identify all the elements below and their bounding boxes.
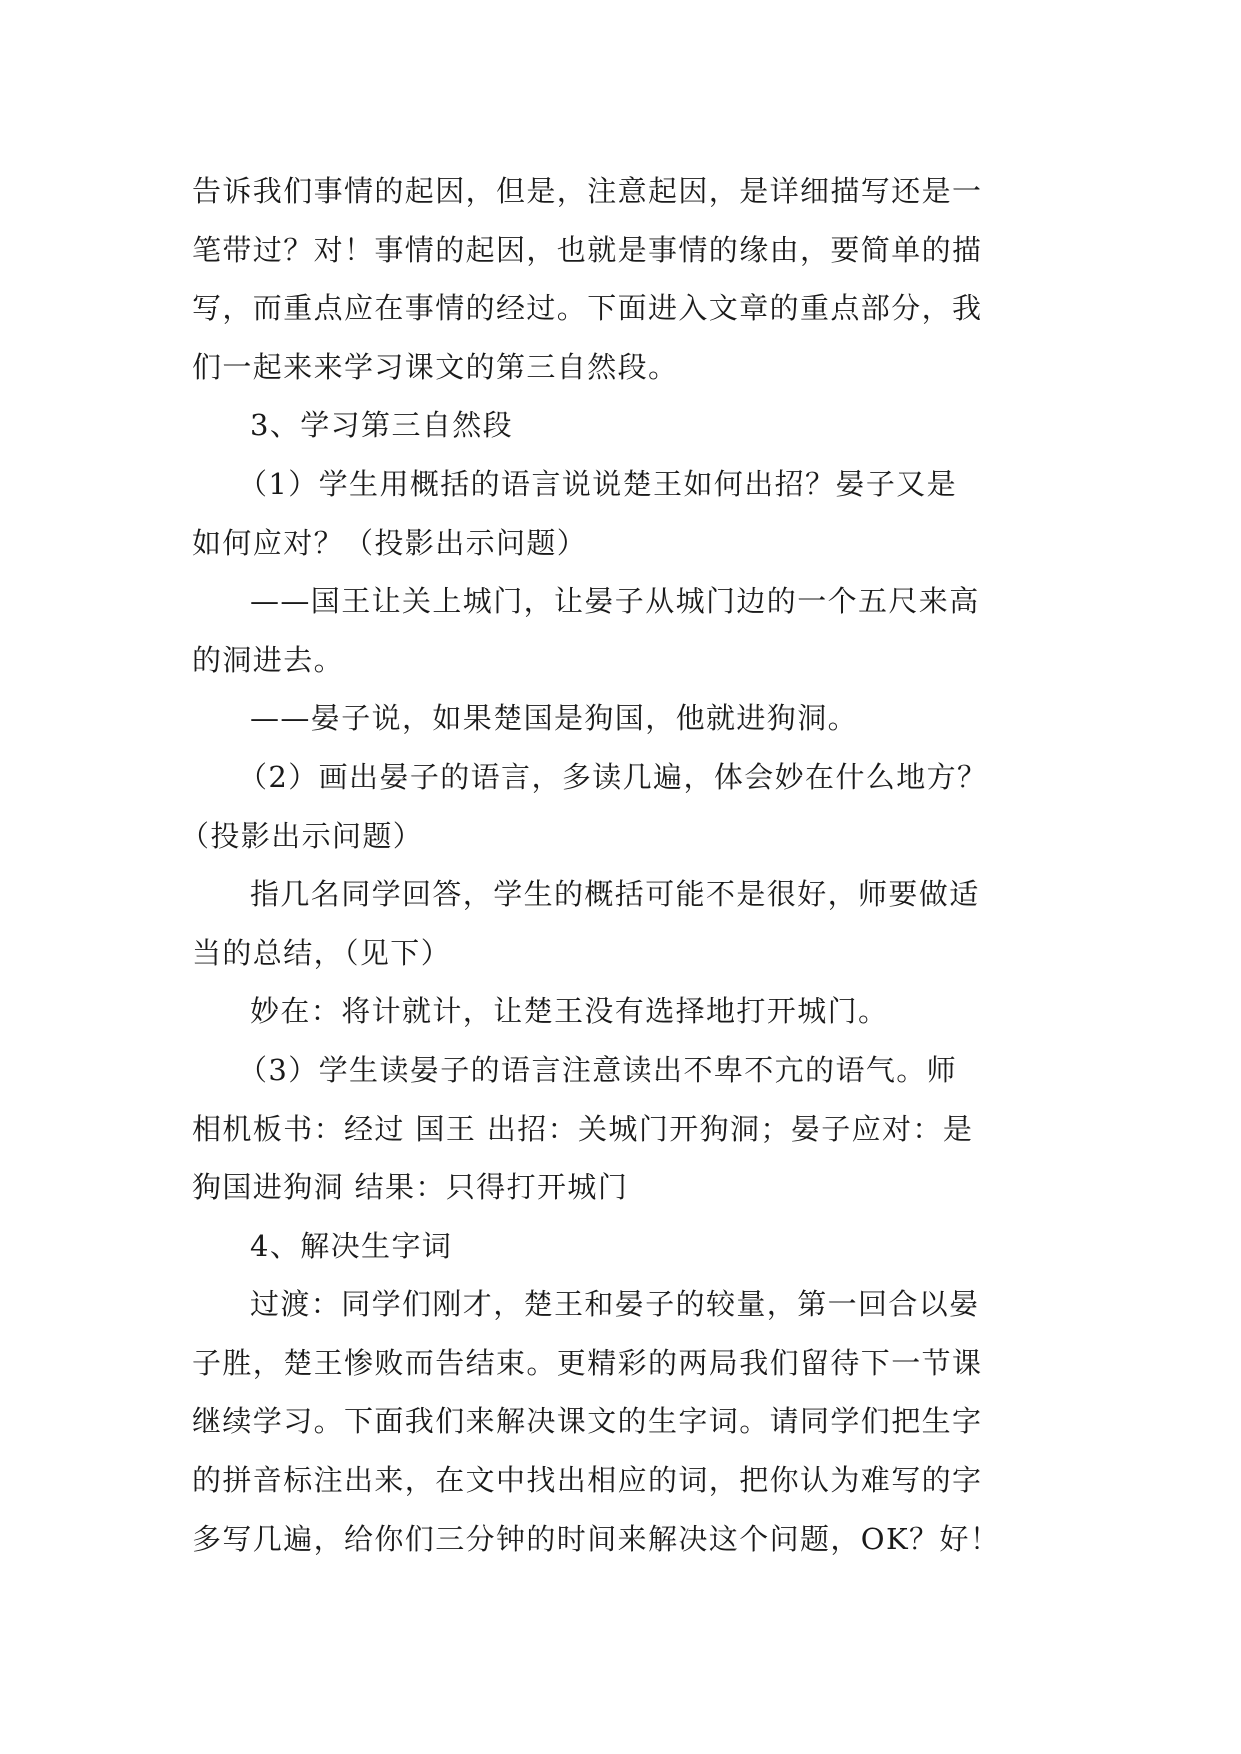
text-line: 的拼音标注出来，在文中找出相应的词，把你认为难写的字	[192, 1463, 983, 1498]
text-line: ——晏子说，如果楚国是狗国，他就进狗洞。	[250, 701, 859, 736]
text-line: 们一起来来学习课文的第三自然段。	[192, 349, 679, 384]
text-line: 继续学习。下面我们来解决课文的生字词。请同学们把生字	[192, 1404, 983, 1439]
text-line: 指几名同学回答，学生的概括可能不是很好，师要做适	[250, 877, 980, 912]
text-line: 狗国进狗洞 结果：只得打开城门	[192, 1170, 629, 1205]
text-line: 当的总结，（见下）	[192, 935, 452, 970]
text-line: 笔带过？对！事情的起因，也就是事情的缘由，要简单的描	[192, 232, 983, 267]
text-line: 过渡：同学们刚才，楚王和晏子的较量，第一回合以晏	[250, 1287, 980, 1322]
body-text	[180, 162, 1060, 1568]
text-line: 告诉我们事情的起因，但是，注意起因，是详细描写还是一	[192, 174, 983, 208]
text-line: （1）学生用概括的语言说说楚王如何出招？晏子又是	[238, 466, 958, 501]
text-line: 妙在：将计就计，让楚王没有选择地打开城门。	[250, 994, 889, 1029]
text-line: 相机板书：经过 国王 出招：关城门开狗洞；晏子应对：是	[192, 1111, 974, 1146]
text-line: ——国王让关上城门，让晏子从城门边的一个五尺来高	[250, 584, 980, 619]
text-line: （投影出示问题）	[180, 818, 424, 853]
text-line: 写，而重点应在事情的经过。下面进入文章的重点部分，我	[192, 291, 983, 326]
text-line: （3）学生读晏子的语言注意读出不卑不亢的语气。师	[238, 1052, 958, 1087]
section-heading: 4、解决生字词	[250, 1228, 453, 1263]
text-line: 多写几遍，给你们三分钟的时间来解决这个问题，OK？好！	[192, 1521, 1001, 1556]
text-line: 子胜，楚王惨败而告结束。更精彩的两局我们留待下一节课	[192, 1345, 983, 1380]
text-line: （2）画出晏子的语言，多读几遍，体会妙在什么地方？	[238, 759, 988, 794]
text-line: 的洞进去。	[192, 642, 345, 677]
section-heading: 3、学习第三自然段	[250, 408, 514, 443]
text-line: 如何应对？（投影出示问题）	[192, 525, 588, 560]
